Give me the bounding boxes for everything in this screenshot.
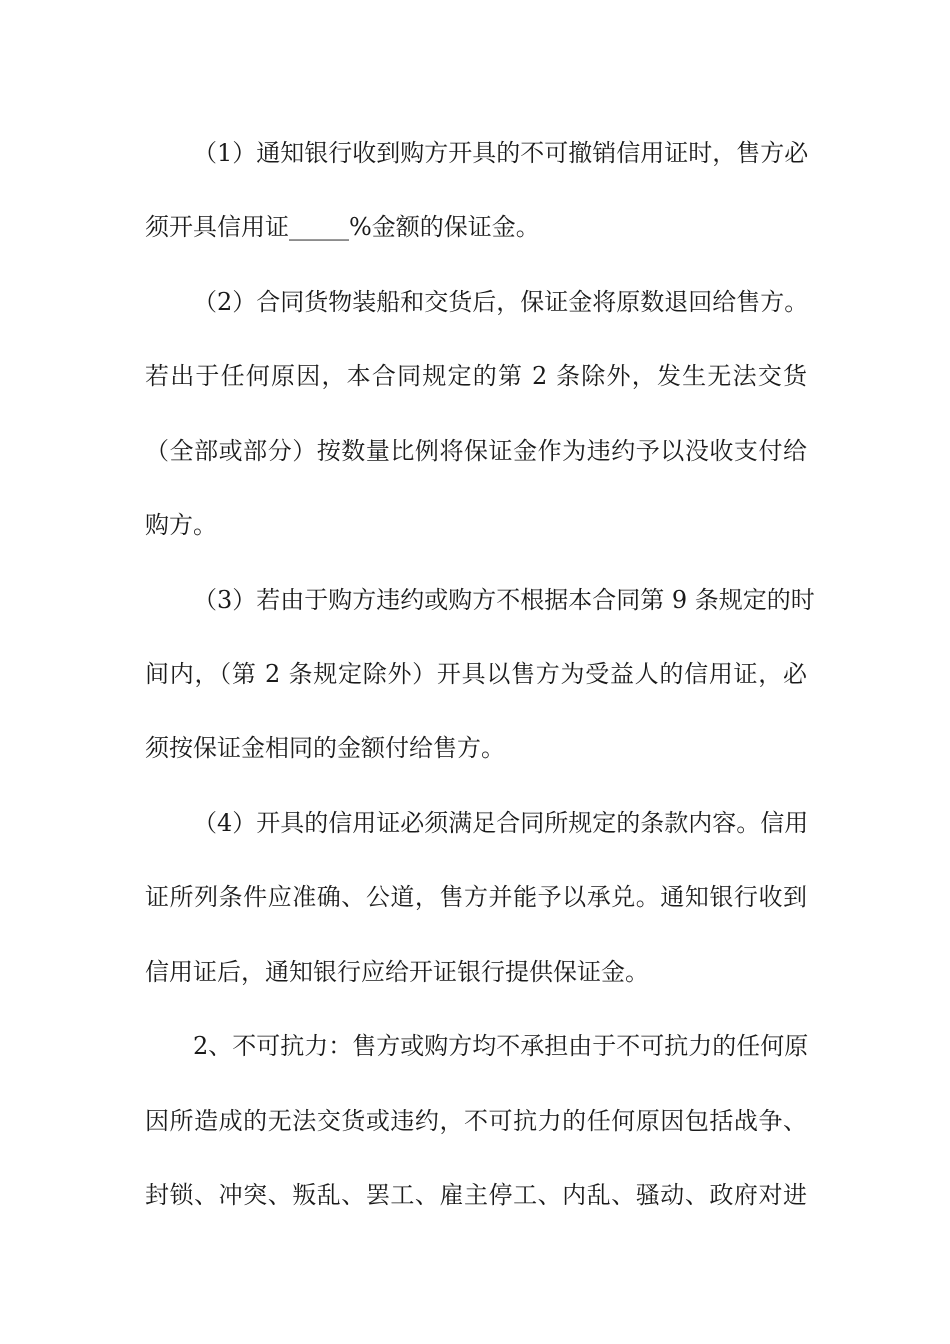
paragraph-3-line-3: 须按保证金相同的金额付给售方。 bbox=[145, 734, 505, 762]
paragraph-2-line-1: （2）合同货物装船和交货后，保证金将原数退回给售方。 bbox=[193, 288, 809, 316]
paragraph-2-line-2: 若出于任何原因，本合同规定的第 2 条除外，发生无法交货 bbox=[145, 362, 807, 390]
paragraph-2-line-3: （全部或部分）按数量比例将保证金作为违约予以没收支付给 bbox=[145, 437, 807, 465]
paragraph-1-line-1: （1）通知银行收到购方开具的不可撤销信用证时，售方必 bbox=[193, 139, 809, 167]
paragraph-4-line-2: 证所列条件应准确、公道，售方并能予以承兑。通知银行收到 bbox=[145, 883, 807, 911]
paragraph-1-line-2: 须开具信用证_____%金额的保证金。 bbox=[145, 213, 540, 241]
paragraph-5-line-2: 因所造成的无法交货或违约，不可抗力的任何原因包括战争、 bbox=[145, 1107, 807, 1135]
paragraph-4-line-1: （4）开具的信用证必须满足合同所规定的条款内容。信用 bbox=[193, 809, 809, 837]
paragraph-5-line-3: 封锁、冲突、叛乱、罢工、雇主停工、内乱、骚动、政府对进 bbox=[145, 1181, 807, 1209]
paragraph-3-line-1: （3）若由于购方违约或购方不根据本合同第 9 条规定的时 bbox=[193, 586, 815, 614]
paragraph-2-line-4: 购方。 bbox=[145, 511, 217, 539]
paragraph-5-line-1: 2、不可抗力：售方或购方均不承担由于不可抗力的任何原 bbox=[193, 1032, 809, 1060]
paragraph-3-line-2: 间内，（第 2 条规定除外）开具以售方为受益人的信用证，必 bbox=[145, 660, 807, 688]
paragraph-4-line-3: 信用证后，通知银行应给开证银行提供保证金。 bbox=[145, 958, 649, 986]
